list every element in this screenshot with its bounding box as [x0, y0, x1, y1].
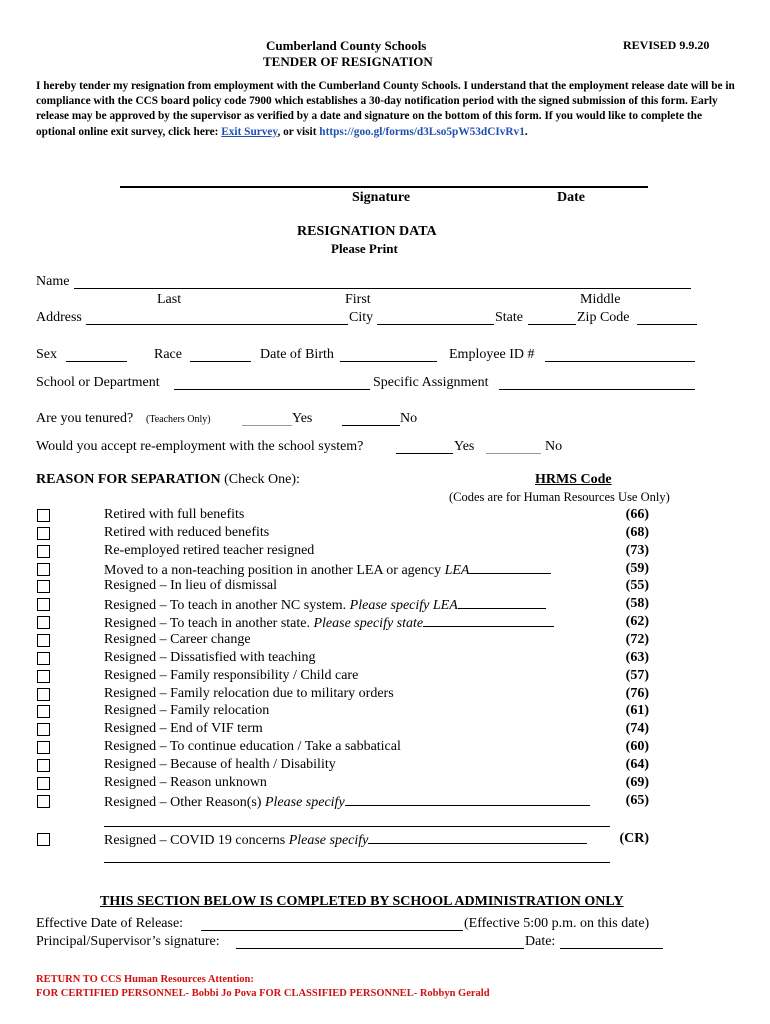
hrms-code: (57)	[625, 667, 649, 683]
reason-label	[104, 561, 551, 579]
other-reason-extra-line[interactable]	[104, 826, 610, 827]
reason-title: REASON FOR SEPARATION	[36, 472, 221, 487]
covid-specify-field[interactable]	[368, 831, 587, 844]
reemploy-no-label: No	[545, 439, 563, 454]
reason-label	[104, 668, 358, 684]
dob-field[interactable]	[340, 361, 437, 362]
resignation-data-title: RESIGNATION DATA	[297, 224, 437, 239]
reason-text: Retired with reduced benefits	[104, 524, 270, 540]
hrms-code: (74)	[625, 721, 649, 737]
hrms-code-title: HRMS Code	[535, 472, 612, 487]
name-label: Name	[36, 274, 70, 289]
address-field[interactable]	[86, 324, 348, 325]
city-field[interactable]	[377, 324, 494, 325]
signature-label: Signature	[352, 190, 411, 205]
hrms-code: (60)	[625, 739, 649, 755]
employee-id-label: Employee ID #	[449, 347, 535, 362]
admin-date-field[interactable]	[560, 948, 663, 949]
org-name: Cumberland County Schools	[266, 38, 427, 53]
reemployment-question: Would you accept re-employment with the school system?	[36, 439, 364, 454]
tenured-no-label: No	[400, 411, 418, 426]
reason-label	[104, 703, 269, 719]
reason-text: Re-employed retired teacher resigned	[104, 542, 315, 558]
reason-text: Resigned – End of VIF term	[104, 721, 263, 737]
hrms-code: (63)	[625, 649, 649, 665]
name-field[interactable]	[74, 288, 691, 289]
principal-signature-field[interactable]	[236, 948, 524, 949]
middle-name-caption: Middle	[580, 292, 621, 307]
reason-label	[104, 632, 251, 648]
reason-text: Resigned – In lieu of dismissal	[104, 578, 278, 594]
exit-survey-link[interactable]: Exit Survey	[221, 125, 278, 138]
hrms-code: (CR)	[619, 831, 649, 846]
state-field[interactable]	[528, 324, 576, 325]
reason-specify-prompt: Please specify state	[313, 616, 424, 632]
last-name-caption: Last	[157, 292, 182, 307]
city-label: City	[349, 310, 374, 325]
tenured-no-field[interactable]	[342, 425, 400, 426]
reason-text: Resigned – Career change	[104, 631, 251, 647]
reason-text: Resigned – To teach in another NC system.	[104, 598, 350, 614]
form-title: TENDER OF RESIGNATION	[263, 54, 433, 69]
reason-text: Resigned – Family relocation	[104, 703, 270, 719]
reemploy-no-field[interactable]	[486, 453, 541, 454]
reason-checkbox[interactable]	[37, 563, 50, 576]
reason-text: Resigned – Other Reason(s)	[104, 794, 265, 810]
reason-checkbox[interactable]	[37, 545, 50, 558]
reason-label	[104, 543, 314, 559]
reason-label	[104, 650, 316, 666]
reason-text: Resigned – Family responsibility / Child care	[104, 667, 359, 683]
tenured-note: (Teachers Only)	[146, 414, 211, 425]
tenured-yes-field[interactable]	[242, 425, 292, 426]
address-label: Address	[36, 310, 82, 325]
hrms-code: (72)	[625, 631, 649, 647]
reason-text: Resigned – To continue education / Take a sabbatical	[104, 739, 401, 755]
reason-checkbox[interactable]	[37, 670, 50, 683]
intro-paragraph	[36, 79, 736, 140]
employee-id-field[interactable]	[545, 361, 695, 362]
reason-checkbox[interactable]	[37, 777, 50, 790]
hrms-code: (64)	[625, 756, 649, 772]
hrms-code: (69)	[625, 774, 649, 790]
reason-specify-prompt: LEA	[444, 562, 470, 578]
reason-text: Resigned – To teach in another state.	[104, 616, 314, 632]
reason-label	[104, 686, 394, 702]
survey-url-link[interactable]: https://goo.gl/forms/d3Lso5pW53dCIvRv1	[319, 125, 525, 138]
school-label: School or Department	[36, 375, 160, 390]
revised-date: REVISED 9.9.20	[623, 38, 710, 52]
reason-checkbox[interactable]	[37, 759, 50, 772]
reason-checkbox[interactable]	[37, 723, 50, 736]
reason-checkbox[interactable]	[37, 580, 50, 593]
reason-specify-field[interactable]	[345, 793, 590, 806]
reason-checkbox[interactable]	[37, 527, 50, 540]
please-print-note: Please Print	[331, 241, 398, 256]
return-to-note: RETURN TO CCS Human Resources Attention:	[36, 974, 254, 985]
reason-text: Resigned – COVID 19 concerns	[104, 833, 289, 848]
reason-text: Retired with full benefits	[104, 507, 245, 522]
reason-checkbox[interactable]	[37, 688, 50, 701]
reason-specify-prompt: Please specify	[288, 833, 369, 848]
admin-date-label: Date:	[525, 934, 556, 949]
race-label: Race	[154, 347, 182, 362]
covid-extra-line[interactable]	[104, 862, 610, 863]
hrms-code: (76)	[625, 685, 649, 701]
hrms-code: (73)	[625, 542, 649, 558]
reason-checkbox[interactable]	[37, 634, 50, 647]
school-field[interactable]	[174, 389, 370, 390]
reason-label	[104, 757, 336, 773]
tenured-yes-label: Yes	[292, 411, 313, 426]
effective-date-field[interactable]	[201, 930, 463, 931]
race-field[interactable]	[190, 361, 251, 362]
reason-check-one: (Check One):	[224, 472, 300, 487]
reason-checkbox[interactable]	[37, 795, 50, 808]
zip-field[interactable]	[637, 324, 697, 325]
signature-line[interactable]	[120, 186, 648, 188]
reemploy-yes-field[interactable]	[396, 453, 453, 454]
reason-text: Moved to a non-teaching position in another LEA or agency	[104, 562, 445, 578]
reason-checkbox[interactable]	[37, 652, 50, 665]
hrms-code: (59)	[625, 560, 649, 576]
reason-checkbox[interactable]	[37, 705, 50, 718]
reason-label	[104, 614, 554, 632]
reason-checkbox[interactable]	[37, 616, 50, 629]
dob-label: Date of Birth	[260, 347, 334, 362]
reason-label	[104, 578, 277, 594]
reason-label	[104, 739, 401, 755]
first-name-caption: First	[345, 292, 371, 307]
intro-or-visit: , or visit	[277, 125, 317, 138]
assignment-field[interactable]	[499, 389, 695, 390]
hrms-code-note: (Codes are for Human Resources Use Only)	[449, 490, 670, 504]
reason-checkbox[interactable]	[37, 598, 50, 611]
reason-specify-field[interactable]	[458, 596, 546, 609]
hrms-code: (65)	[625, 792, 649, 808]
principal-signature-label: Principal/Supervisor’s signature:	[36, 934, 220, 949]
reason-specify-field[interactable]	[469, 561, 551, 574]
reason-header	[36, 472, 300, 488]
reason-text: Resigned – Reason unknown	[104, 774, 267, 790]
reason-text: Resigned – Because of health / Disability	[104, 756, 336, 772]
reason-checkbox[interactable]	[37, 509, 50, 522]
tenured-question: Are you tenured?	[36, 411, 134, 426]
reason-label	[104, 525, 269, 541]
hrms-code: (66)	[625, 507, 649, 522]
reemploy-yes-label: Yes	[454, 439, 475, 454]
sex-field[interactable]	[66, 361, 127, 362]
hrms-code: (68)	[625, 524, 649, 540]
sex-label: Sex	[36, 347, 57, 362]
reason-specify-prompt: Please specify	[264, 794, 345, 810]
admin-section-title: THIS SECTION BELOW IS COMPLETED BY SCHOOL ADMINISTRATION ONLY	[100, 894, 624, 909]
covid-reason-label	[104, 831, 587, 849]
assignment-label: Specific Assignment	[373, 375, 489, 390]
reason-label	[104, 775, 267, 791]
reason-label	[104, 507, 244, 523]
hrms-code: (55)	[625, 578, 649, 594]
hrms-code: (58)	[625, 596, 649, 612]
date-label: Date	[557, 190, 585, 205]
hrms-code: (62)	[625, 614, 649, 630]
reason-text: Resigned – Dissatisfied with teaching	[104, 649, 316, 665]
effective-date-label: Effective Date of Release:	[36, 916, 184, 931]
reason-specify-prompt: Please specify LEA	[349, 598, 458, 614]
reason-label	[104, 793, 590, 811]
personnel-contacts: FOR CERTIFIED PERSONNEL- Bobbi Jo Pova FOR CLASSIFIED PERSONNEL- Robbyn Gerald	[36, 988, 490, 999]
reason-text: Resigned – Family relocation due to military orders	[104, 685, 394, 701]
effective-date-note: (Effective 5:00 p.m. on this date)	[464, 916, 650, 931]
covid-reason-checkbox[interactable]	[37, 833, 50, 846]
reason-label	[104, 721, 263, 737]
hrms-code: (61)	[625, 703, 649, 719]
reason-specify-field[interactable]	[423, 614, 554, 627]
intro-text: I hereby tender my resignation from employment with the Cumberland County Schools. I understand that the employment release date will be in compliance with the CCS board policy code 7900 which establishes a 30-day notification period with the signed submission of this form. Early release may be approved by the supervisor as verified by a date and signature on the bottom of this form. If you would like to complete the optional online exit survey, click here:	[36, 80, 735, 138]
zip-label: Zip Code	[577, 310, 630, 325]
reason-label	[104, 596, 546, 614]
reason-checkbox[interactable]	[37, 741, 50, 754]
intro-period: .	[524, 125, 528, 138]
state-label: State	[495, 310, 523, 325]
